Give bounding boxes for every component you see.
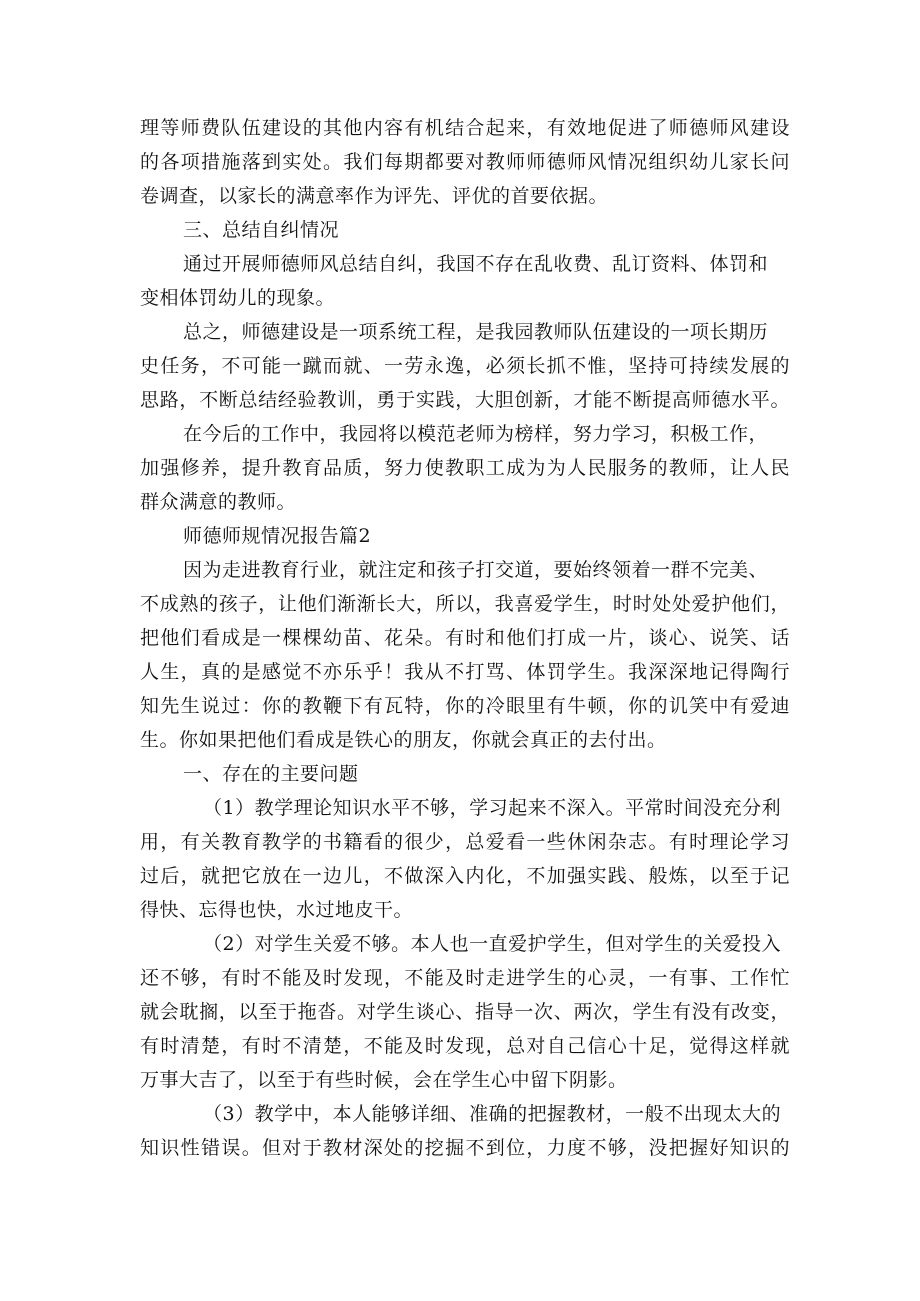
text-line: 总之，师德建设是一项系统工程，是我园教师队伍建设的一项长期历 <box>183 321 769 343</box>
section-heading: 一、存在的主要问题 <box>183 763 359 785</box>
text-line: 知先生说过：你的教鞭下有瓦特，你的冷眼里有牛顿，你的讥笑中有爱迪 <box>140 695 790 717</box>
text-line: 有时清楚，有时不清楚，不能及时发现，总对自己信心十足，觉得这样就 <box>140 1035 790 1057</box>
text-line: 理等师费队伍建设的其他内容有机结合起来，有效地促进了师德师风建设 <box>140 117 790 139</box>
text-line: 的各项措施落到实处。我们每期都要对教师师德师风情况组织幼儿家长问 <box>140 151 790 173</box>
text-line: 思路，不断总结经验教训，勇于实践，大胆创新，才能不断提高师德水平。 <box>140 389 790 411</box>
text-line: 因为走进教育行业，就注定和孩子打交道，要始终领着一群不完美、 <box>183 559 769 581</box>
text-line: （3）教学中，本人能够详细、准确的把握教材，一般不出现太大的 <box>203 1103 782 1125</box>
text-line: 人生，真的是感觉不亦乐乎！我从不打骂、体罚学生。我深深地记得陶行 <box>140 661 790 683</box>
section-heading: 三、总结自纠情况 <box>183 219 340 241</box>
report-section-title: 师德师规情况报告篇2 <box>183 525 372 547</box>
text-line: 知识性错误。但对于教材深处的挖掘不到位，力度不够，没把握好知识的 <box>140 1137 790 1159</box>
text-line: 加强修养，提升教育品质，努力使教职工成为为人民服务的教师，让人民 <box>140 457 790 479</box>
text-line: 群众满意的教师。 <box>140 491 297 513</box>
text-line: 得快、忘得也快，水过地皮干。 <box>140 899 414 921</box>
text-line: 不成熟的孩子，让他们渐渐长大，所以，我喜爱学生，时时处处爱护他们， <box>140 593 790 615</box>
text-line: 就会耽搁，以至于拖沓。对学生谈心、指导一次、两次，学生有没有改变， <box>140 1001 790 1023</box>
text-line: 在今后的工作中，我园将以模范老师为榜样，努力学习，积极工作， <box>183 423 769 445</box>
text-line: 过后，就把它放在一边儿，不做深入内化，不加强实践、般炼，以至于记 <box>140 865 790 887</box>
text-line: （1）教学理论知识水平不够，学习起来不深入。平常时间没充分利 <box>203 797 782 819</box>
text-line: （2）对学生关爱不够。本人也一直爱护学生，但对学生的关爱投入 <box>203 933 782 955</box>
text-line: 万事大吉了，以至于有些时候，会在学生心中留下阴影。 <box>140 1069 628 1091</box>
text-line: 生。你如果把他们看成是铁心的朋友，你就会真正的去付出。 <box>140 729 667 751</box>
text-line: 用，有关教育教学的书籍看的很少，总爱看一些休闲杂志。有时理论学习 <box>140 831 790 853</box>
text-line: 把他们看成是一棵棵幼苗、花朵。有时和他们打成一片，谈心、说笑、话 <box>140 627 790 649</box>
text-line: 卷调查，以家长的满意率作为评先、评优的首要依据。 <box>140 185 609 207</box>
text-line: 通过开展师德师风总结自纠，我国不存在乱收费、乱订资料、体罚和 <box>183 253 769 275</box>
text-line: 变相体罚幼儿的现象。 <box>140 287 336 309</box>
text-line: 还不够，有时不能及时发现，不能及时走进学生的心灵，一有事、工作忙 <box>140 967 790 989</box>
text-line: 史任务，不可能一蹴而就、一劳永逸，必须长抓不惟，坚持可持续发展的 <box>140 355 790 377</box>
